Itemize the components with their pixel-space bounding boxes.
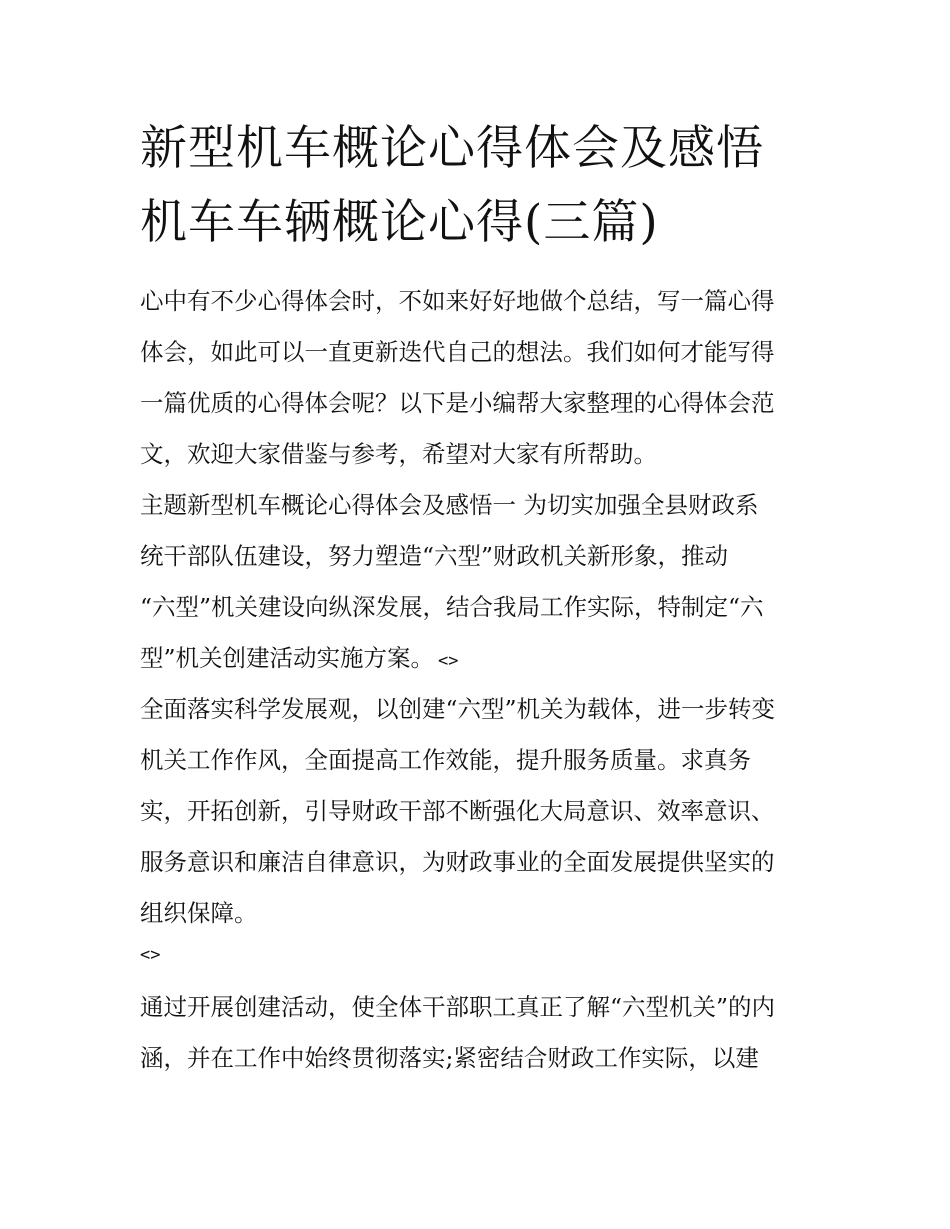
text-line: 文，欢迎大家借鉴与参考，希望对大家有所帮助。 (140, 440, 657, 468)
text-line: 心中有不少心得体会时，不如来好好地做个总结，写一篇心得 (140, 287, 775, 315)
inline-marker: <> (438, 651, 459, 671)
text-line: 一篇优质的心得体会呢？以下是小编帮大家整理的心得体会范 (140, 389, 775, 417)
text-line: 涵，并在工作中始终贯彻落实;紧密结合财政工作实际，以建 (140, 1044, 759, 1072)
title-line: 新型机车概论心得体会及感悟 (140, 121, 764, 176)
text-line: 服务意识和廉洁自律意识，为财政事业的全面发展提供坚实的 (140, 848, 775, 876)
document-title (140, 112, 815, 260)
text-segment: 型”机关创建活动实施方案。 (140, 644, 435, 672)
text-line (140, 633, 815, 687)
text-line: 体会，如此可以一直更新迭代自己的想法。我们如何才能写得 (140, 338, 775, 366)
text-line: 机关工作作风，全面提高工作效能，提升服务质量。求真务 (140, 746, 751, 774)
standalone-marker: <> (140, 945, 161, 965)
text-line: 组织保障。 (140, 899, 258, 927)
text-line: 主题新型机车概论心得体会及感悟一 为切实加强全县财政系 (140, 491, 759, 519)
text-line: 全面落实科学发展观，以创建“六型”机关为载体，进一步转变 (140, 695, 776, 723)
text-line: 统干部队伍建设，努力塑造“六型”财政机关新形象，推动 (140, 542, 729, 570)
paragraph-activities (140, 982, 815, 1084)
text-line: “六型”机关建设向纵深发展，结合我局工作实际，特制定“六 (140, 593, 764, 621)
text-line: 通过开展创建活动，使全体干部职工真正了解“六型机关”的内 (140, 993, 776, 1021)
paragraph-intro (140, 276, 815, 480)
paragraph-goals (140, 684, 815, 939)
text-line: 实，开拓创新，引导财政干部不断强化大局意识、效率意识、 (140, 797, 775, 825)
paragraph-theme (140, 480, 815, 687)
title-line: 机车车辆概论心得(三篇) (140, 195, 659, 250)
